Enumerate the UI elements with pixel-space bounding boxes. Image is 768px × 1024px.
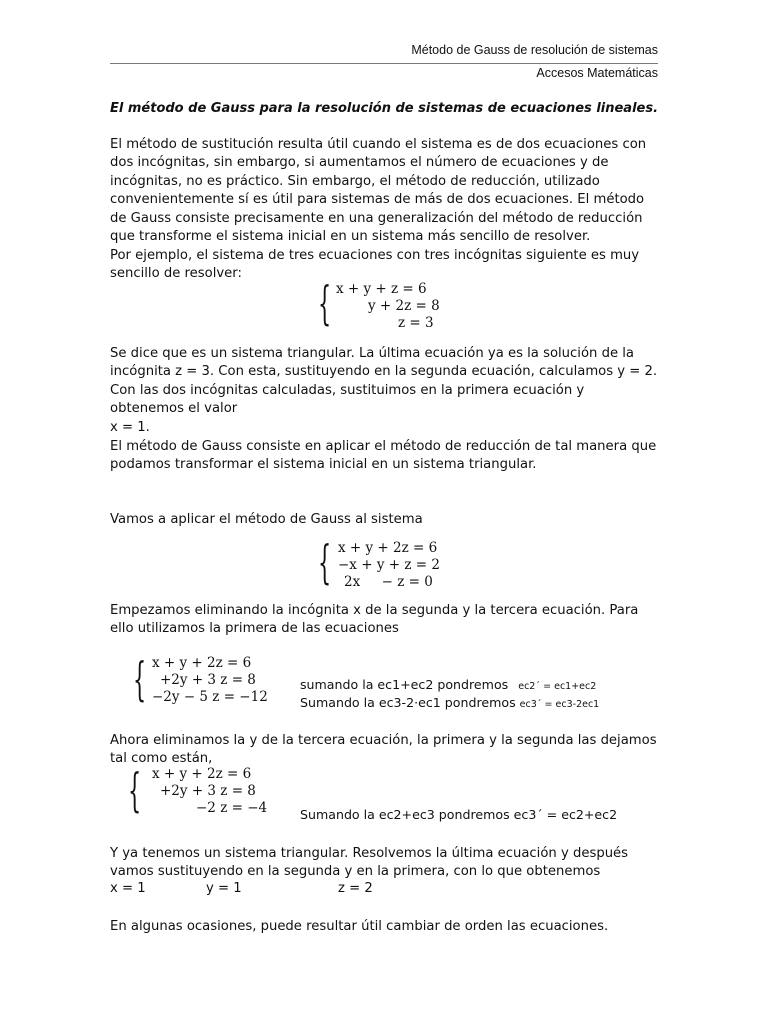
step-note-text: Sumando la ec3-2·ec1 pondremos <box>300 695 516 710</box>
step-note-text: sumando la ec1+ec2 pondremos <box>300 677 509 692</box>
equation: −2y − 5 z = −12 <box>152 689 268 705</box>
solution-y: y = 1 <box>206 881 242 896</box>
step-note-formula: ec2´ = ec1+ec2 <box>518 681 597 692</box>
paragraph-reorder: En algunas ocasiones, puede resultar útil cambiar de orden las ecuaciones. <box>110 919 609 934</box>
solution-z: z = 2 <box>338 881 373 896</box>
equation: −x + y + z = 2 <box>338 557 440 573</box>
equation: x + y + 2z = 6 <box>152 766 252 782</box>
step-note: Sumando la ec2+ec3 pondremos ec3´ = ec2+ec2 <box>300 807 618 822</box>
brace: { <box>318 276 332 330</box>
equation: x + y + 2z = 6 <box>152 655 252 671</box>
equation: −2 z = −4 <box>196 800 268 816</box>
header-subtitle: Accesos Matemáticas <box>536 66 658 80</box>
brace: { <box>318 535 332 589</box>
brace: { <box>128 763 142 817</box>
header-title: Método de Gauss de resolución de sistemas <box>411 43 658 57</box>
brace: { <box>133 652 147 706</box>
paragraph-gauss-def: El método de Gauss consiste en aplicar el método de reducción de tal manera que podamos transformar el sistema inicial en un sistema triangular. <box>110 439 657 473</box>
equation: x + y + z = 6 <box>336 281 427 297</box>
equation: +2y + 3 z = 8 <box>160 672 256 688</box>
equation: y + 2z = 8 <box>368 298 440 314</box>
solution-x: x = 1 <box>110 881 146 896</box>
paragraph-triangular: Se dice que es un sistema triangular. La última ecuación ya es la solución de la incógnita z = 3. Con esta, sustituyendo en la segunda ecuación, calculamos y = 2. Con las dos incógnitas calculadas, sustituimos en la primera ecuación y obtenemos el valor <box>110 346 658 417</box>
step-note <box>300 677 596 692</box>
step-note <box>300 695 599 710</box>
paragraph-apply: Vamos a aplicar el método de Gauss al sistema <box>110 512 423 527</box>
equation: 2x − z = 0 <box>344 574 433 590</box>
equation: +2y + 3 z = 8 <box>160 783 256 799</box>
step-note-formula: ec3´ = ec3-2ec1 <box>519 699 600 710</box>
paragraph-solve: Y ya tenemos un sistema triangular. Resolvemos la última ecuación y después vamos sustituyendo en la segunda y en la primera, con lo que obtenemos <box>110 846 629 880</box>
paragraph-intro: El método de sustitución resulta útil cuando el sistema es de dos ecuaciones con dos incógnitas, sin embargo, si aumentamos el número de ecuaciones y de incógnitas, no es práctico. Sin embargo, el método de reducción, utilizado convenientemente sí es útil para sistemas de más de dos ecuaciones. El método de Gauss consiste precisamente en una generalización del método de reducción que transforme el sistema inicial en un sistema más sencillo de resolver. <box>110 137 647 245</box>
equation: z = 3 <box>398 315 434 331</box>
header-rule <box>110 63 658 64</box>
paragraph-x-value: x = 1. <box>110 420 150 435</box>
equation: x + y + 2z = 6 <box>338 540 438 556</box>
document-title: El método de Gauss para la resolución de sistemas de ecuaciones lineales. <box>110 101 659 116</box>
paragraph-eliminate-y: Ahora eliminamos la y de la tercera ecuación, la primera y la segunda las dejamos tal como están, <box>110 733 657 767</box>
paragraph-example: Por ejemplo, el sistema de tres ecuaciones con tres incógnitas siguiente es muy sencillo de resolver: <box>110 248 640 282</box>
paragraph-eliminate-x: Empezamos eliminando la incógnita x de la segunda y la tercera ecuación. Para ello utilizamos la primera de las ecuaciones <box>110 603 639 637</box>
